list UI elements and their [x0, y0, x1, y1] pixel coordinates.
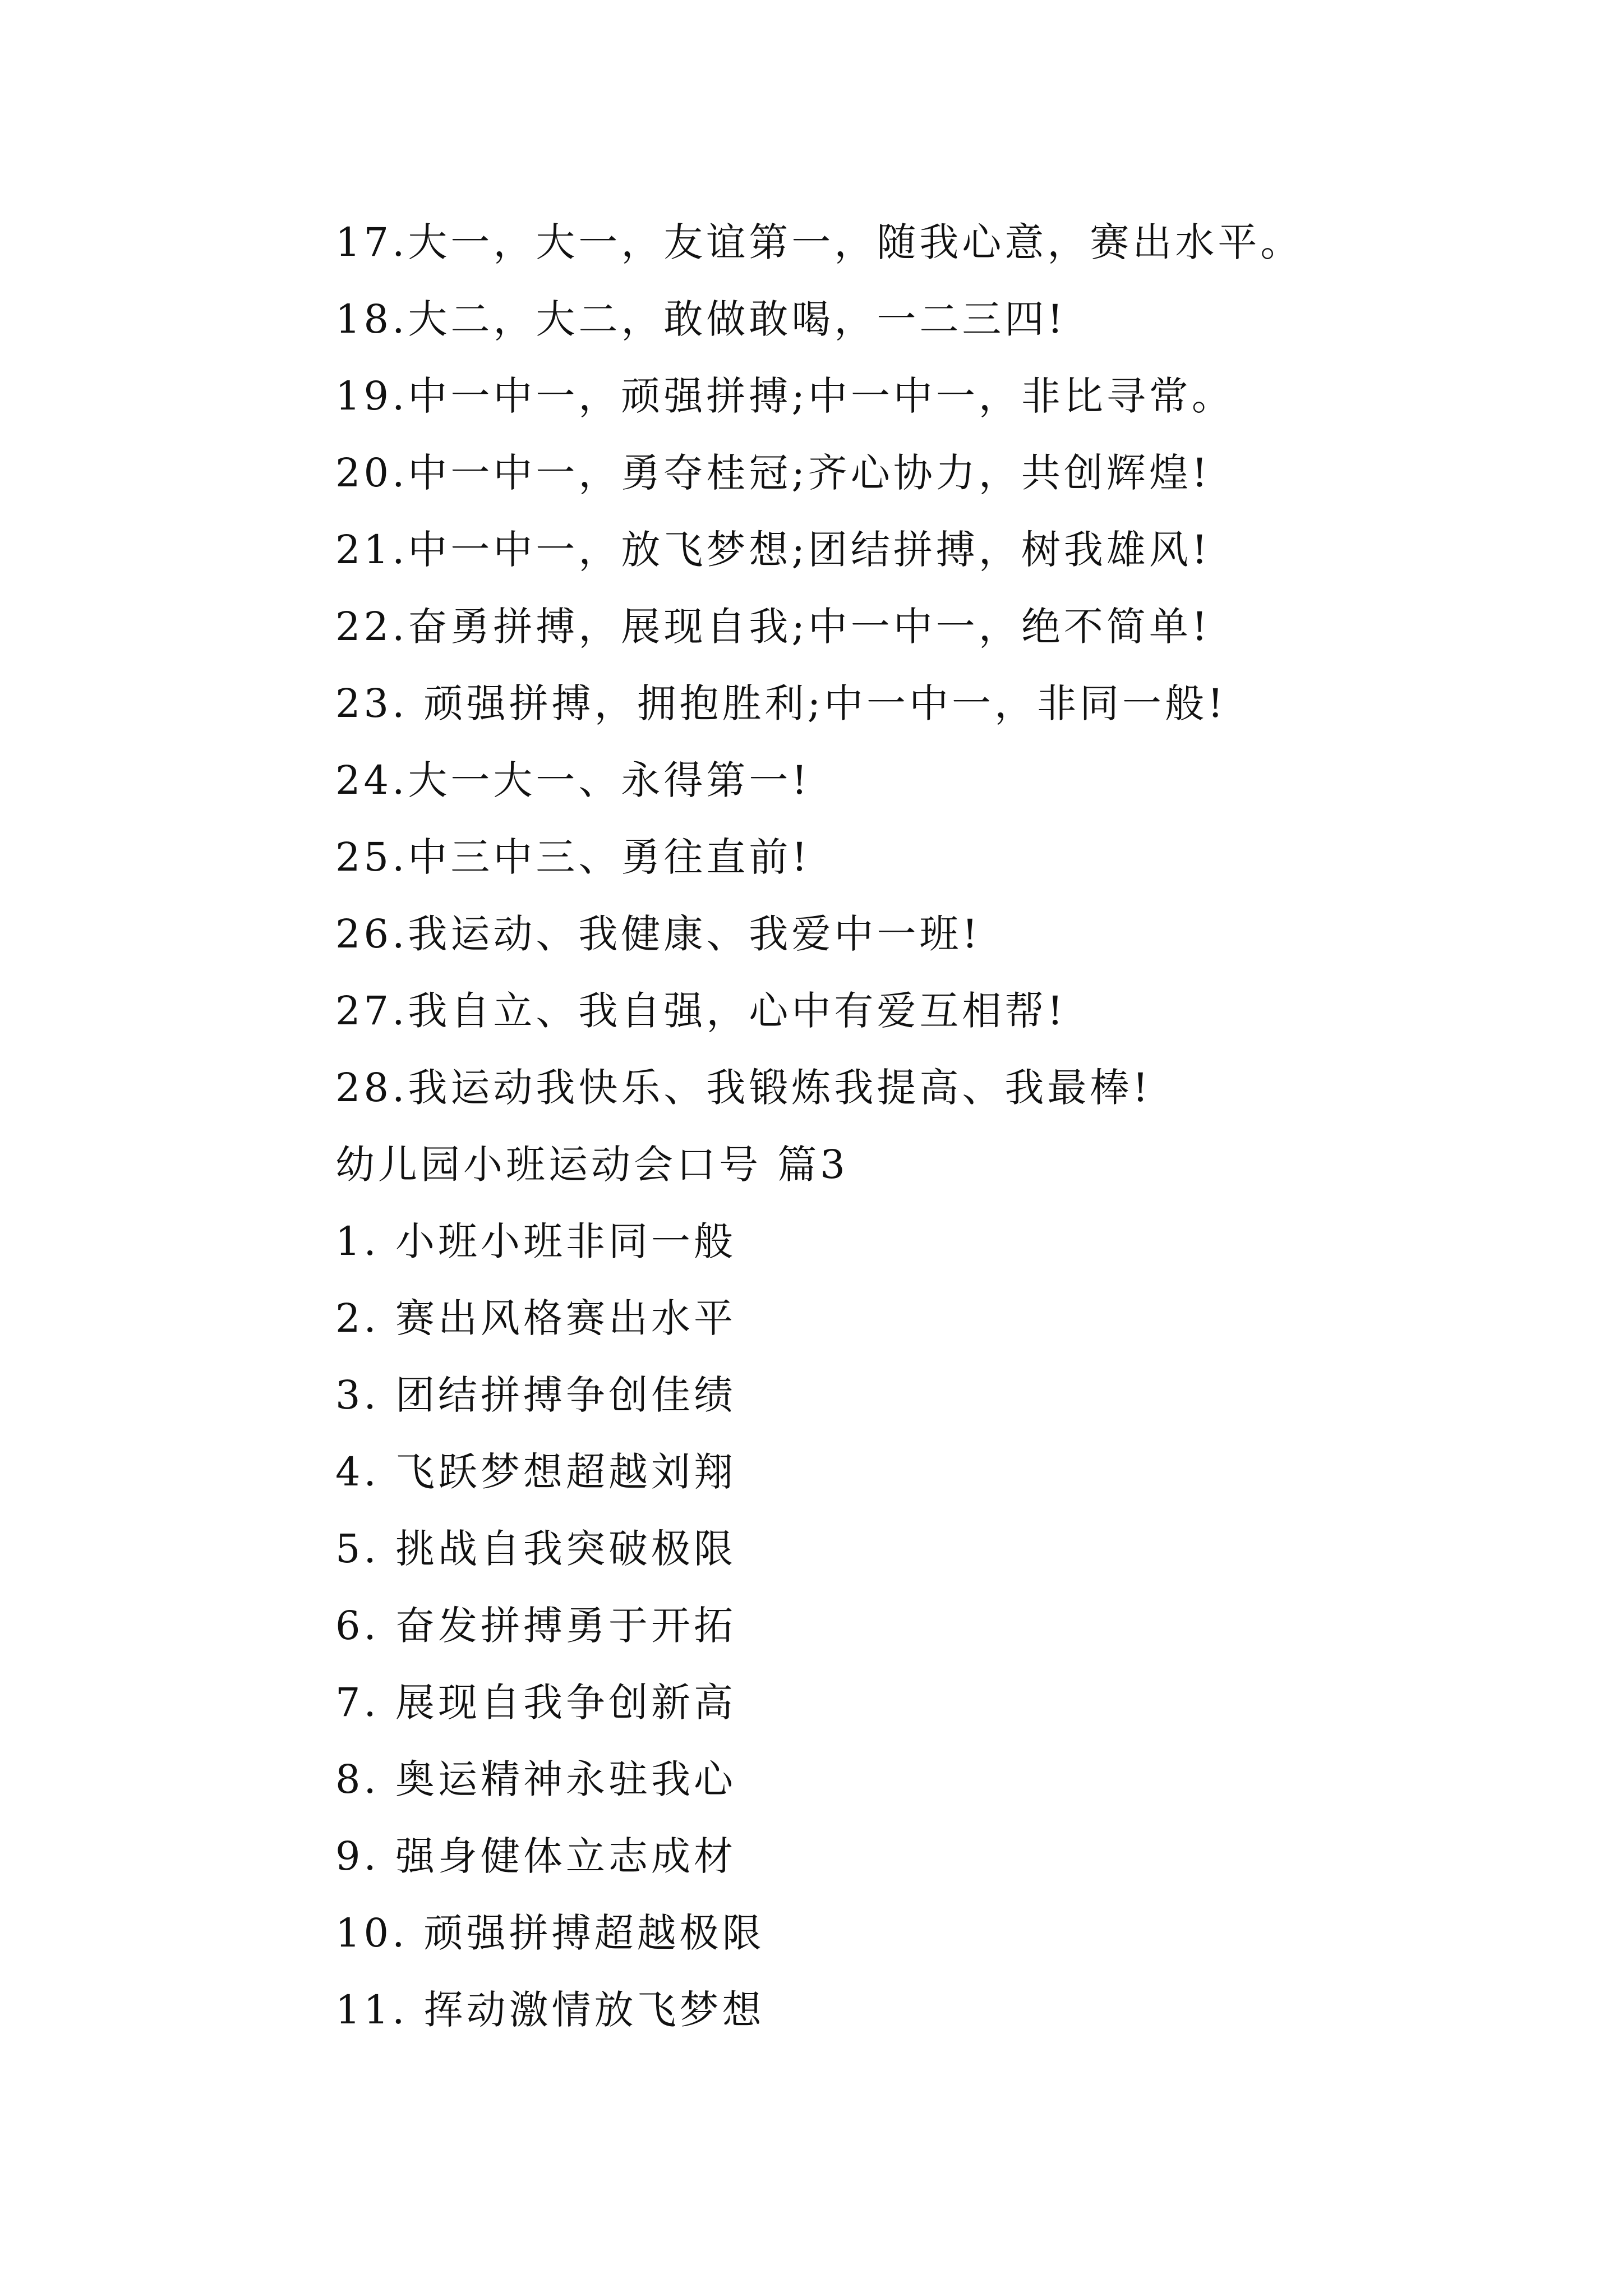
slogan-line: 3. 团结拼搏争创佳绩	[335, 1372, 737, 1418]
slogan-line: 4. 飞跃梦想超越刘翔	[335, 1449, 737, 1495]
slogan-line: 6. 奋发拼搏勇于开拓	[335, 1603, 737, 1649]
slogan-line: 25.中三中三、勇往直前!	[335, 834, 811, 880]
document-body	[335, 214, 1513, 2059]
slogan-line: 9. 强身健体立志成材	[335, 1833, 737, 1879]
slogan-line: 1. 小班小班非同一般	[335, 1218, 737, 1264]
slogan-line: 19.中一中一，顽强拼搏;中一中一，非比寻常。	[335, 373, 1234, 419]
slogan-line: 26.我运动、我健康、我爱中一班!	[335, 911, 981, 957]
slogan-line: 22.奋勇拼搏，展现自我;中一中一，绝不简单!	[335, 604, 1211, 650]
section-heading: 幼儿园小班运动会口号 篇3	[335, 1142, 849, 1188]
slogan-line: 17.大一，大一，友谊第一，随我心意，赛出水平。	[335, 219, 1303, 265]
slogan-line: 5. 挑战自我突破极限	[335, 1526, 737, 1572]
slogan-line: 20.中一中一，勇夺桂冠;齐心协力，共创辉煌!	[335, 450, 1211, 496]
slogan-line: 8. 奥运精神永驻我心	[335, 1756, 737, 1802]
slogan-line: 11. 挥动激情放飞梦想	[335, 1987, 765, 2033]
slogan-line: 27.我自立、我自强，心中有爱互相帮!	[335, 988, 1067, 1034]
slogan-line: 2. 赛出风格赛出水平	[335, 1295, 737, 1341]
slogan-line: 24.大一大一、永得第一!	[335, 757, 811, 803]
slogan-line: 10. 顽强拼搏超越极限	[335, 1910, 765, 1956]
slogan-line: 7. 展现自我争创新高	[335, 1680, 737, 1726]
slogan-line: 28.我运动我快乐、我锻炼我提高、我最棒!	[335, 1065, 1152, 1111]
slogan-line: 18.大二，大二，敢做敢喝，一二三四!	[335, 296, 1067, 342]
slogan-line: 21.中一中一，放飞梦想;团结拼搏，树我雄风!	[335, 527, 1211, 573]
slogan-line: 23. 顽强拼搏，拥抱胜利;中一中一，非同一般!	[335, 680, 1227, 726]
